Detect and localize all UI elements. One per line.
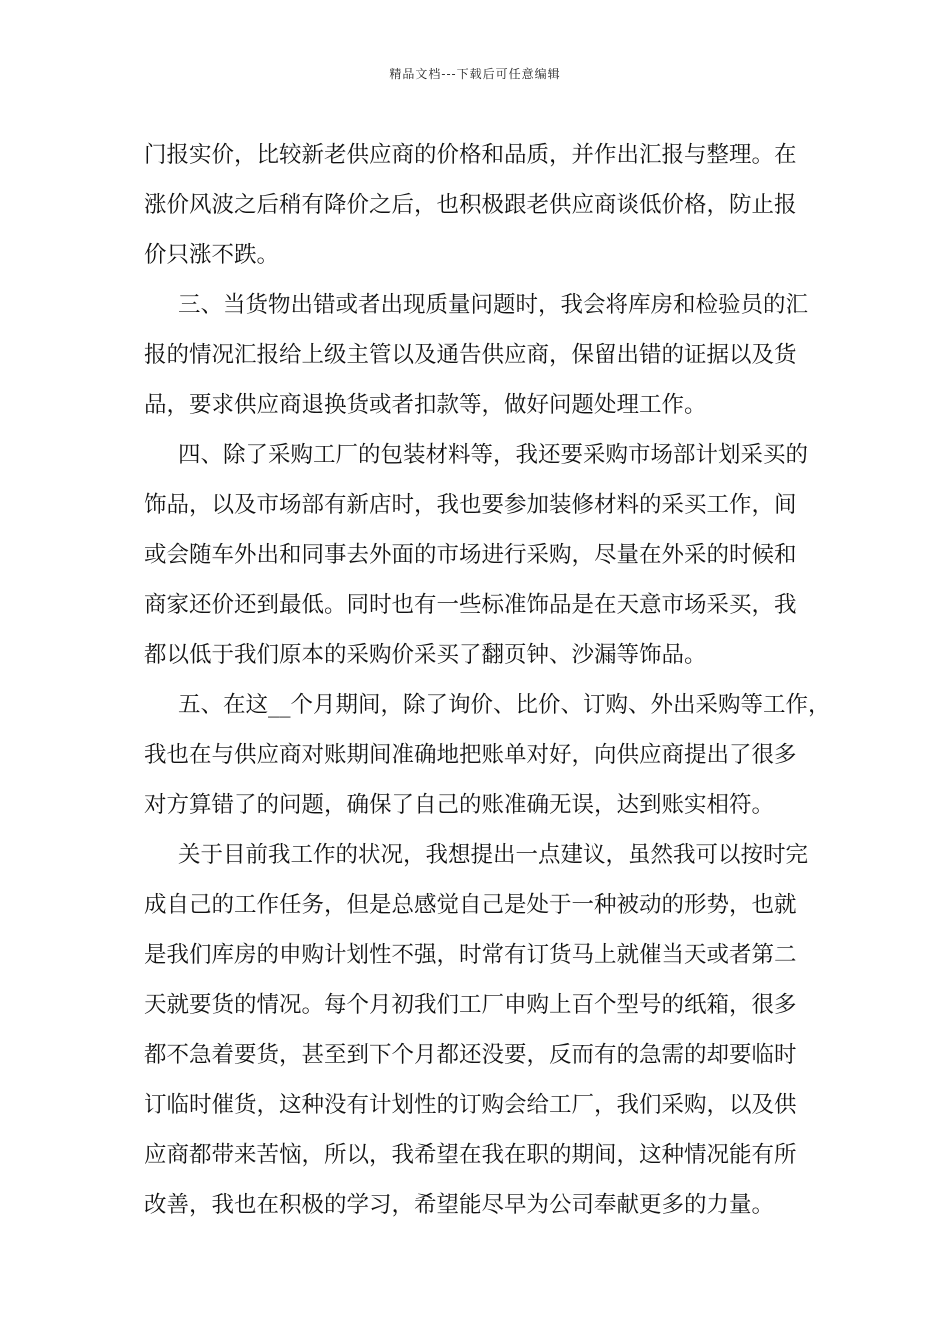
text-line: 报的情况汇报给上级主管以及通告供应商，保留出错的证据以及货 (144, 342, 797, 368)
text-line: 涨价风波之后稍有降价之后，也积极跟老供应商谈低价格，防止报 (144, 192, 797, 218)
text-line: 商家还价还到最低。同时也有一些标准饰品是在天意市场采买，我 (144, 592, 797, 618)
page-header: 精品文档---下载后可任意编辑 (389, 67, 561, 81)
text-line: 都不急着要货，甚至到下个月都还没要，反而有的急需的却要临时 (144, 1042, 797, 1068)
body-text (144, 130, 831, 1230)
text-line: 是我们库房的申购计划性不强，时常有订货马上就催当天或者第二 (144, 942, 797, 968)
text-line: 三、当货物出错或者出现质量问题时，我会将库房和检验员的汇 (178, 292, 809, 318)
text-line: 我也在与供应商对账期间准确地把账单对好，向供应商提出了很多 (144, 742, 797, 768)
text-line: 应商都带来苦恼，所以，我希望在我在职的期间，这种情况能有所 (144, 1142, 797, 1168)
text-line: 饰品，以及市场部有新店时，我也要参加装修材料的采买工作，间 (144, 492, 797, 518)
text-line: 品，要求供应商退换货或者扣款等，做好问题处理工作。 (144, 392, 707, 418)
text-line: 四、除了采购工厂的包装材料等，我还要采购市场部计划采买的 (178, 442, 809, 468)
text-line: 改善，我也在积极的学习，希望能尽早为公司奉献更多的力量。 (144, 1192, 775, 1218)
text-line: 价只涨不跌。 (144, 242, 280, 268)
text-line: 门报实价，比较新老供应商的价格和品质，并作出汇报与整理。在 (144, 142, 797, 168)
text-line: 订临时催货，这种没有计划性的订购会给工厂，我们采购，以及供 (144, 1092, 797, 1118)
text-line: 关于目前我工作的状况，我想提出一点建议，虽然我可以按时完 (178, 842, 809, 868)
text-line: 成自己的工作任务，但是总感觉自己是处于一种被动的形势，也就 (144, 892, 797, 918)
text-line: 天就要货的情况。每个月初我们工厂申购上百个型号的纸箱，很多 (144, 992, 797, 1018)
text-line: 都以低于我们原本的采购价采买了翻页钟、沙漏等饰品。 (144, 642, 707, 668)
text-line: 对方算错了的问题，确保了自己的账准确无误，达到账实相符。 (144, 792, 775, 818)
text-line: 五、在这__个月期间，除了询价、比价、订购、外出采购等工作， (178, 692, 831, 718)
text-line: 或会随车外出和同事去外面的市场进行采购，尽量在外采的时候和 (144, 542, 797, 568)
